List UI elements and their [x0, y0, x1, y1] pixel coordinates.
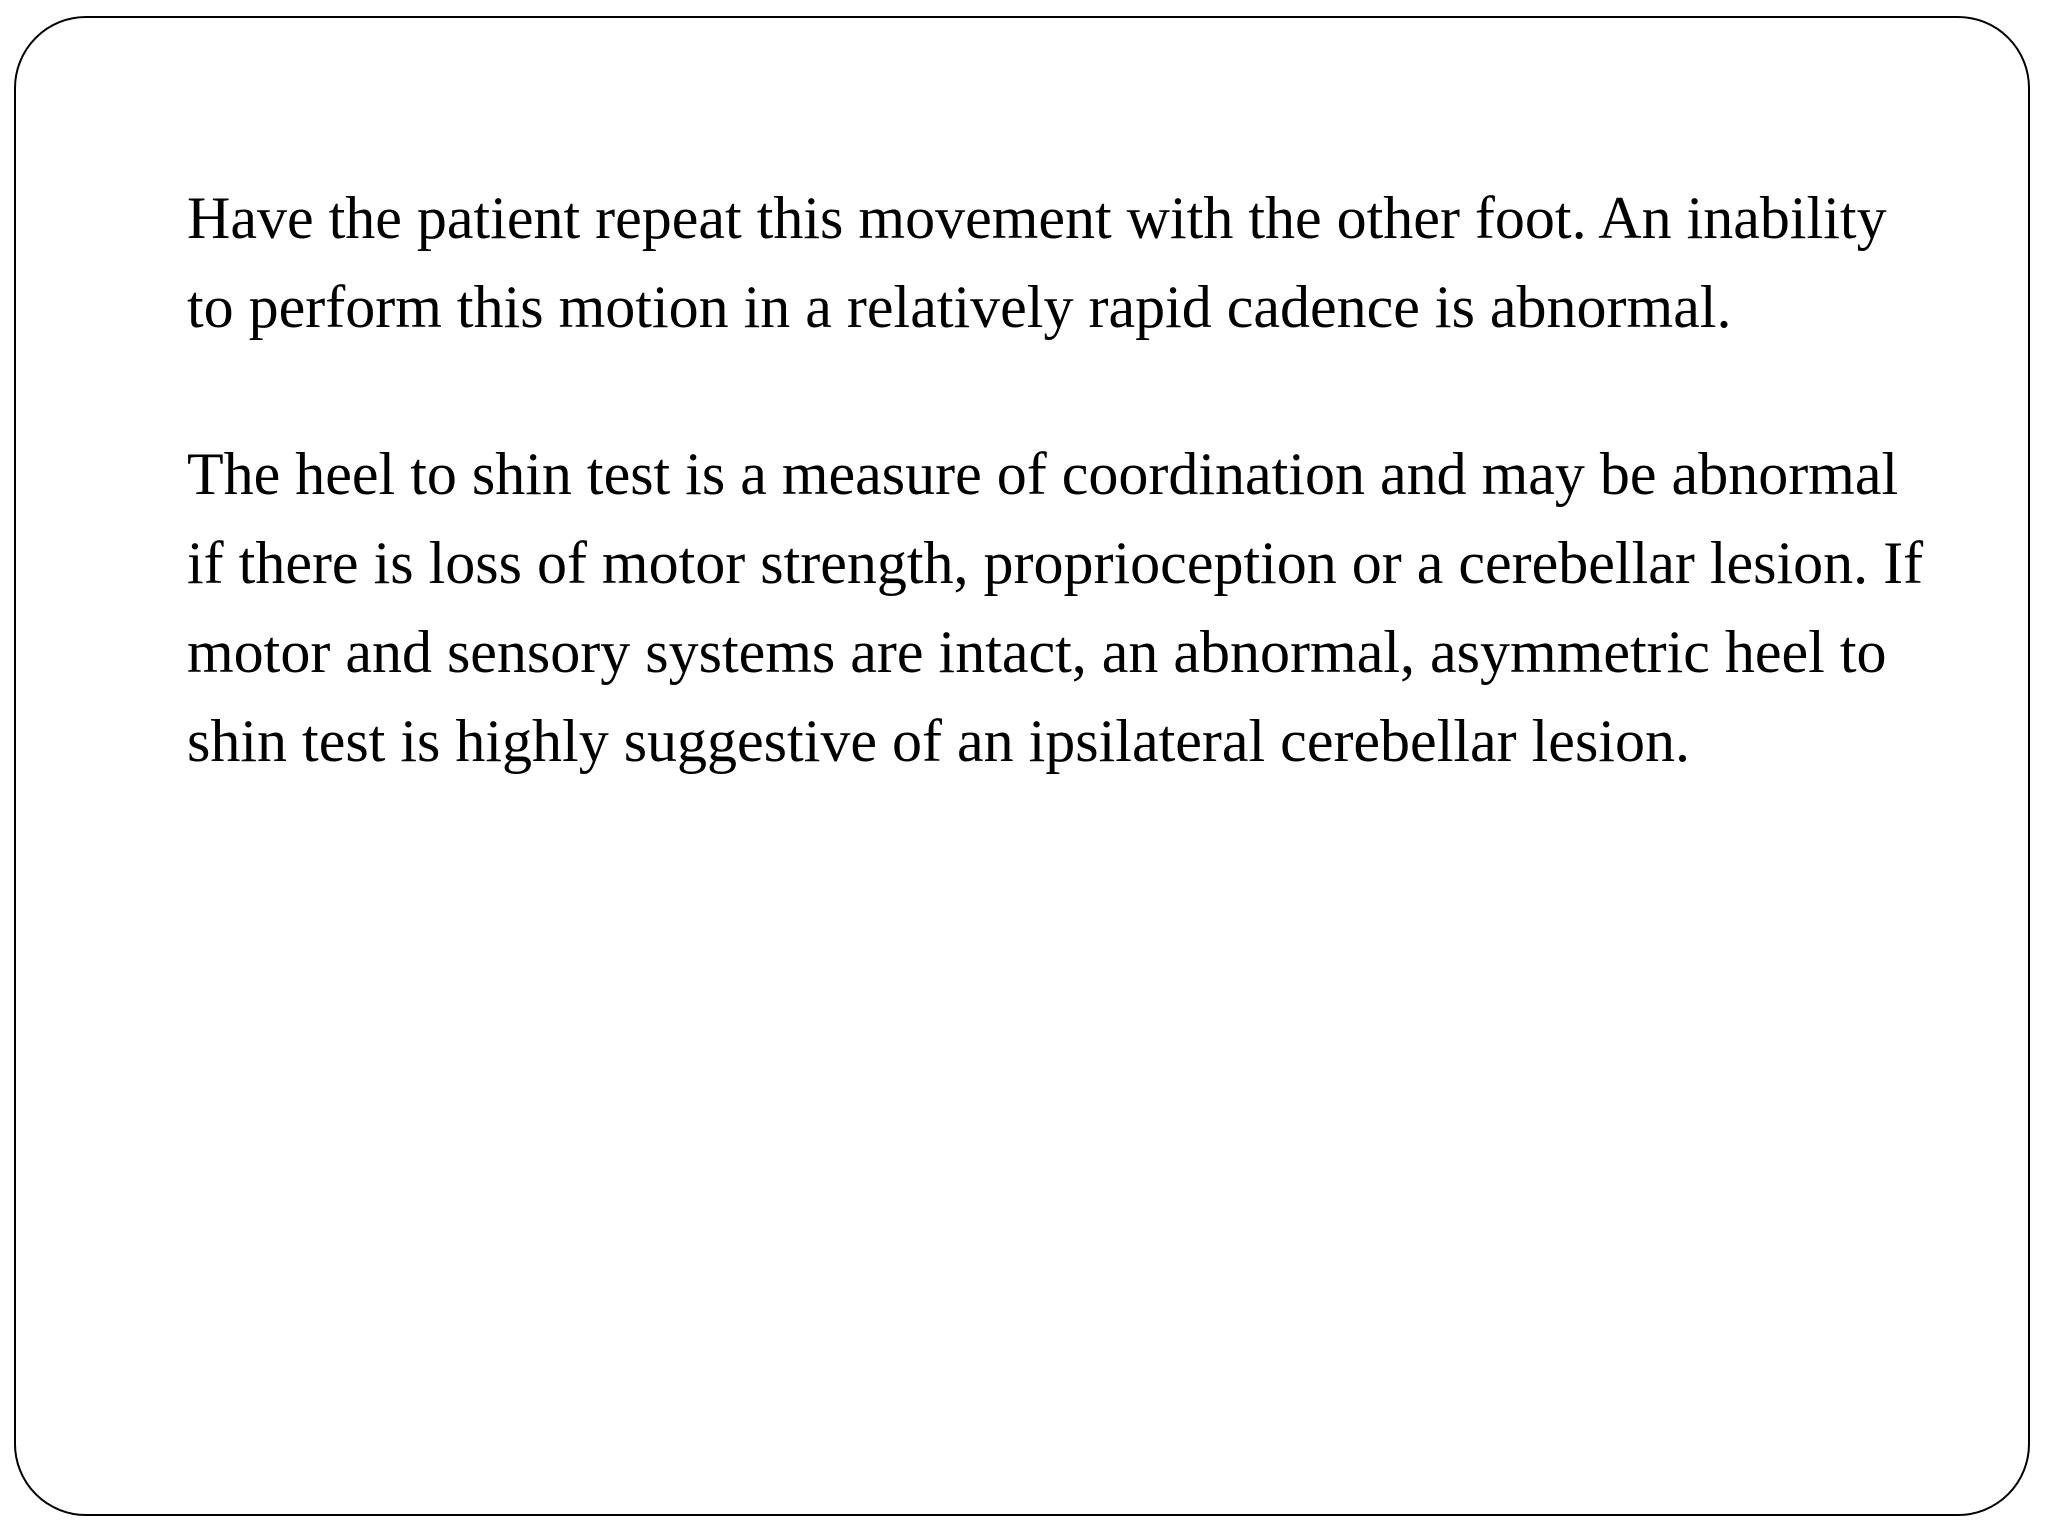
paragraph-repeat-movement: Have the patient repeat this movement with the other foot. An inability to perform this motion in a relatively rapid cadence is abnormal.: [187, 185, 1887, 340]
slide-frame: [14, 16, 2030, 1516]
slide-body: [187, 174, 1927, 786]
paragraph-heel-to-shin: The heel to shin test is a measure of coordination and may be abnormal if there is loss of motor strength, proprioception or a cerebellar lesion. If motor and sensory systems are intact, an abnormal, asymmetric heel to shin test is highly suggestive of an ipsilateral cerebellar lesion.: [187, 441, 1924, 774]
